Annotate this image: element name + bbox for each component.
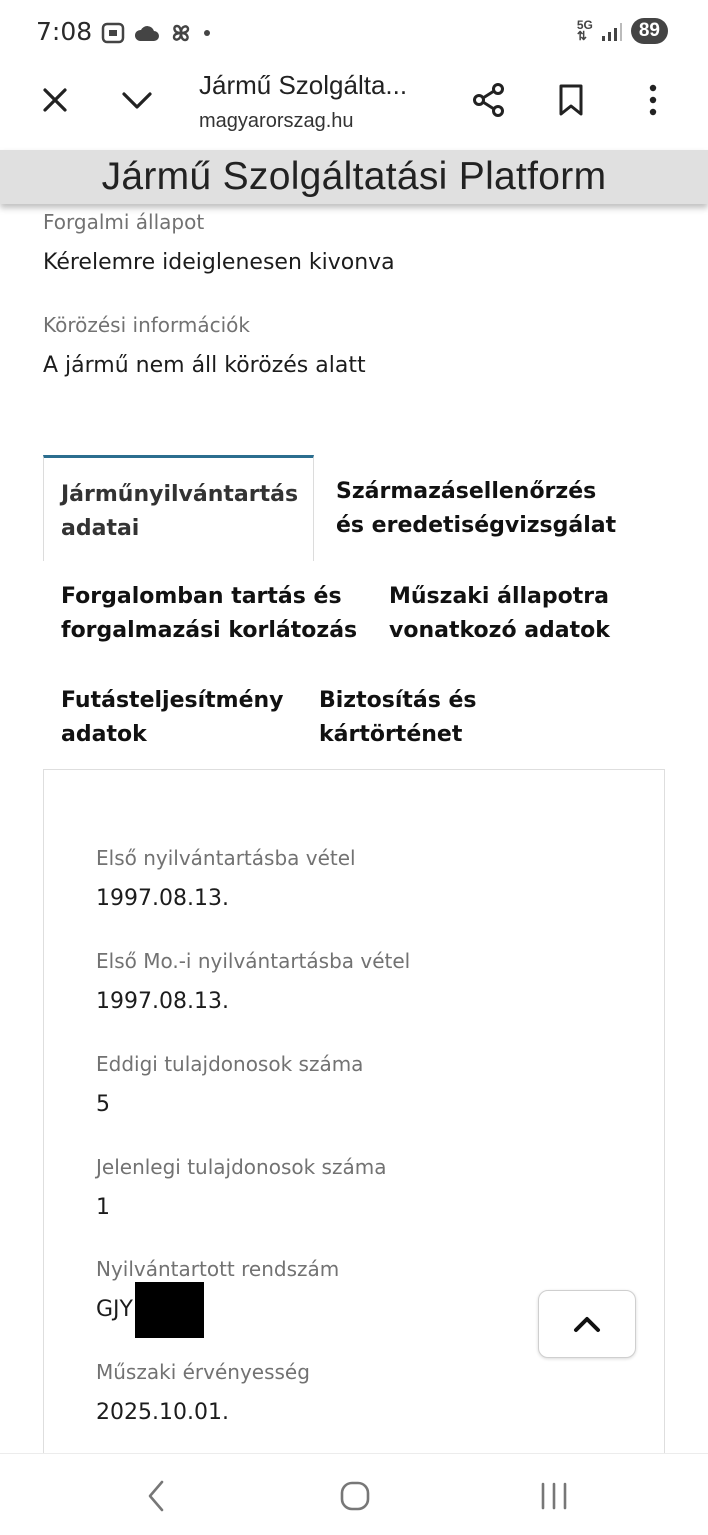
registry-field-label: Eddigi tulajdonosok száma [96, 1052, 364, 1076]
cloud-icon [134, 23, 160, 43]
status-time: 7:08 [36, 17, 93, 46]
tab-label-line: vonatkozó adatok [389, 618, 610, 643]
home-icon [339, 1480, 371, 1512]
tab-origin-check[interactable] [336, 475, 616, 543]
share-button[interactable] [465, 76, 513, 124]
tab-vehicle-registry[interactable] [43, 455, 314, 561]
status-bar [0, 0, 708, 66]
tab-traffic-restrictions[interactable] [61, 580, 357, 648]
tab-label-line: Járműnyilvántartás [61, 482, 299, 507]
redaction-box [135, 1282, 204, 1338]
tab-label-line: adatok [61, 722, 147, 747]
screenshot-icon [100, 21, 126, 45]
tab-label-line: Biztosítás és [319, 688, 477, 713]
network-type: 5G ⇅ [576, 18, 593, 43]
signal-icon [601, 20, 623, 42]
page-header [0, 150, 708, 204]
more-vert-icon [648, 84, 658, 116]
tab-mileage[interactable] [61, 684, 284, 752]
chevron-down-icon [120, 85, 154, 115]
traffic-status-label: Forgalmi állapot [43, 210, 205, 234]
tab-label-line: adatai [61, 516, 140, 541]
plate-number-value: GJY [96, 1297, 133, 1322]
tab-label-line: kártörténet [319, 722, 463, 747]
tab-label-line: forgalmazási korlátozás [61, 618, 358, 643]
back-button[interactable] [126, 1474, 186, 1518]
registry-field-label: Első nyilvántartásba vétel [96, 846, 356, 870]
bookmark-icon [557, 83, 585, 117]
bookmark-button[interactable] [547, 76, 595, 124]
more-options-button[interactable] [629, 76, 677, 124]
page-title: Jármű Szolgáltatási Platform [101, 155, 607, 198]
notification-icons [100, 20, 212, 46]
close-button[interactable] [31, 76, 79, 124]
registry-field-value: 2025.10.01. [96, 1400, 229, 1425]
recent-apps-button[interactable] [524, 1474, 584, 1518]
browser-toolbar [0, 66, 708, 148]
scroll-to-top-button[interactable] [538, 1290, 636, 1358]
tab-title: Jármű Szolgálta... [199, 70, 408, 100]
dot-icon [202, 28, 212, 38]
registry-field-value: 1997.08.13. [96, 989, 229, 1014]
registry-field-value: 1997.08.13. [96, 886, 229, 911]
wanted-info-label: Körözési információk [43, 313, 251, 337]
traffic-status-value: Kérelemre ideiglenesen kivonva [43, 250, 395, 275]
chevron-up-icon [572, 1314, 602, 1334]
recents-icon [539, 1481, 569, 1511]
tab-insurance[interactable] [319, 684, 477, 752]
minimize-button[interactable] [113, 76, 161, 124]
system-nav-bar [0, 1453, 708, 1535]
page-url: magyarorszag.hu [199, 110, 354, 132]
registry-field-value: 5 [96, 1092, 110, 1117]
tab-label-line: és eredetiségvizsgálat [336, 513, 617, 538]
registry-field-label: Jelenlegi tulajdonosok száma [96, 1155, 387, 1179]
home-button[interactable] [325, 1474, 385, 1518]
share-icon [471, 82, 507, 118]
tab-label-line: Származásellenőrzés [336, 479, 597, 504]
tab-label-line: Futásteljesítmény [61, 688, 284, 713]
wanted-info-value: A jármű nem áll körözés alatt [43, 353, 366, 378]
back-icon [145, 1479, 167, 1513]
registry-field-label: Műszaki érvényesség [96, 1360, 310, 1384]
tab-label-line: Műszaki állapotra [389, 584, 609, 609]
registry-field-label: Nyilvántartott rendszám [96, 1257, 340, 1281]
close-icon [40, 85, 70, 115]
registry-field-value: 1 [96, 1195, 110, 1220]
system-icons [577, 18, 668, 44]
battery-indicator: 89 [631, 18, 668, 44]
pinwheel-icon [168, 20, 194, 46]
registry-field-label: Első Mo.-i nyilvántartásba vétel [96, 949, 411, 973]
network-label: 5G [576, 18, 593, 32]
tab-technical-condition[interactable] [389, 580, 610, 648]
tab-label-line: Forgalomban tartás és [61, 584, 342, 609]
